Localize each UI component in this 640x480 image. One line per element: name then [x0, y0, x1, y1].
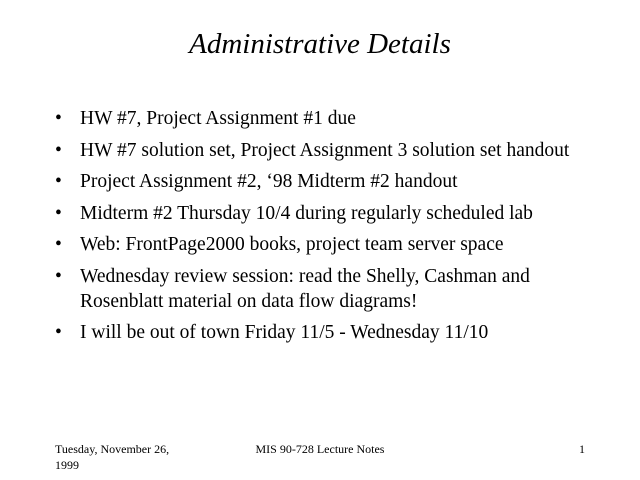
footer-date: Tuesday, November 26, 1999: [55, 442, 170, 472]
bullet-text: Midterm #2 Thursday 10/4 during regularly scheduled lab: [80, 202, 533, 224]
bullet-item: [55, 138, 615, 163]
bullet-item: [55, 264, 615, 314]
bullet-item: [55, 320, 615, 345]
bullet-marker: •: [55, 171, 62, 192]
bullet-text: Wednesday review session: read the Shelly, Cashman and Rosenblatt material on data flow diagrams!: [80, 265, 530, 312]
bullet-text: I will be out of town Friday 11/5 - Wednesday 11/10: [80, 322, 489, 343]
footer-page-number: 1: [579, 442, 585, 456]
bullet-item: [55, 106, 615, 131]
bullet-marker: •: [55, 265, 62, 287]
bullet-marker: •: [55, 234, 62, 255]
bullet-list: [55, 106, 615, 352]
bullet-text: HW #7, Project Assignment #1 due: [80, 108, 356, 129]
bullet-text: Web: FrontPage2000 books, project team server space: [80, 234, 504, 255]
bullet-marker: •: [55, 202, 62, 224]
slide-title: Administrative Details: [189, 28, 451, 60]
bullet-text: Project Assignment #2, ‘98 Midterm #2 handout: [80, 171, 458, 192]
bullet-text: HW #7 solution set, Project Assignment 3 solution set handout: [80, 139, 570, 161]
bullet-item: [55, 169, 615, 194]
bullet-marker: •: [55, 139, 62, 161]
bullet-item: [55, 201, 615, 226]
footer-course-title: MIS 90-728 Lecture Notes: [255, 442, 385, 456]
bullet-marker: •: [55, 322, 62, 343]
bullet-marker: •: [55, 108, 62, 129]
bullet-item: [55, 232, 615, 257]
